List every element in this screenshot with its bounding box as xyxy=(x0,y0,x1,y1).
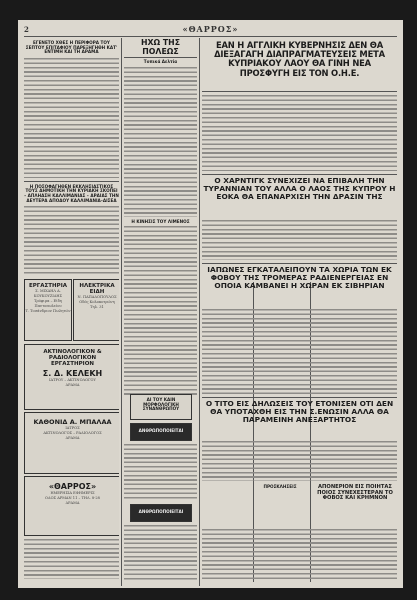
col2-box-3 xyxy=(130,504,192,522)
ad-line: Σ. ΜΙΧΑΗΛ Α. ΚΟΥΚΟΥΖΙΔΗΣ xyxy=(33,289,63,298)
ad-box-2 xyxy=(73,279,119,341)
ad-line: ΔΡΑΜΑ xyxy=(65,383,80,387)
lower-block xyxy=(202,484,397,502)
box-text: ΑΝΘΡΩΠΟΠΟΙΕΙΤΑΙ xyxy=(138,428,184,433)
col2-box-1 xyxy=(130,394,192,420)
ad-box-1 xyxy=(24,279,72,341)
ad-line: ΗΜΕΡΗΣΙΑ ΕΦΗΜΕΡΙΣ xyxy=(50,491,95,495)
ad-line: Τ. Τοσάνδριον Πωλητών xyxy=(25,309,71,313)
col1-headline: ΕΓΕΝΕΤΟ ΧΘΕΣ Η ΠΕΡΙΦΟΡΑ ΤΟΥ ΣΕΠΤΟΥ ΕΠΙΤΑΦΙΟΥ ΠΑΡΕΞΗΓΗΘΗ ΚΑΤ' ΕΝΤΙΜΗ ΚΑΙ ΤΗ ΑΡΑΜΑ xyxy=(25,40,118,55)
col2-box-2 xyxy=(130,423,192,441)
ad-title: ΚΑΘΟΝΙΔ Α. ΜΠΑΛΑΑ xyxy=(33,418,112,426)
ad-line: Τρόφιμα – Είδη Παντοπωλείου xyxy=(34,299,62,308)
story-4-headline: Ο ΤΙΤΟ ΕΙΣ ΔΗΛΩΣΕΙΣ ΤΟΥ ΕΤΟΝΙΣΕΝ ΟΤΙ ΔΕΝ ΘΑ ΥΠΟΤΑΧΘΗ ΕΙΣ ΤΗΝ Σ.ΕΝΩΣΙΝ ΑΛΛΑ ΘΑ ΠΑΡΑΜΕΙΝΗ ΑΝΕΞΑΡΤΗΤΟΣ xyxy=(205,399,394,425)
ad-name: Σ. Δ. ΚΕΛΕΚΗ xyxy=(42,369,103,378)
col2-body-text-2 xyxy=(124,226,197,396)
col2-body-text-3 xyxy=(124,444,197,499)
ad-title: ΑΚΤΙΝΟΛΟΓΙΚΟΝ & ΡΑΔΙΟΛΟΓΙΚΟΝ xyxy=(43,349,102,361)
story-2-body xyxy=(202,220,397,260)
column-rule xyxy=(121,38,122,586)
col2-body-text xyxy=(124,67,197,217)
ad-line: ΑΚΤΙΝΟΛΟΓΟΣ – ΡΑΔΙΟΛΟΓΟΣ xyxy=(43,431,102,435)
ad-line: ΟΔΟΣ ΑΡΜΑΝ 11 – ΤΗΛ. 8-28 xyxy=(45,496,100,500)
col2-subtitle: Τοπικά Δελτία xyxy=(143,59,178,65)
newspaper-page xyxy=(18,20,403,588)
divider xyxy=(202,174,397,175)
col1-body-text-2 xyxy=(24,206,119,276)
ad-line: Τηλ. 31 xyxy=(90,305,104,309)
page-number: 2 xyxy=(24,25,29,34)
ad-title: «ΘΑΡΡΟΣ» xyxy=(48,482,97,491)
divider xyxy=(24,181,119,182)
story-4-body xyxy=(202,441,397,481)
col1-body-text xyxy=(24,58,119,178)
ad-box-4 xyxy=(24,412,119,474)
masthead: «ΘΑΡΡΟΣ» xyxy=(182,24,239,34)
story-2-headline: Ο ΧΑΡΝΤΙΓΚ ΣΥΝΕΧΙΖΕΙ ΝΑ ΕΠΙΒΑΛΗ ΤΗΝ ΤΥΡΑΝΝΙΑΝ ΤΟΥ ΑΛΛΑ Ο ΛΑΟΣ ΤΗΣ ΚΥΠΡΟΥ Η ΕΟΚΑ ΘΑ ΕΠΑΝΑΡΧΙΣΗ ΤΗΝ ΔΡΑΣΙΝ ΤΗΣ xyxy=(203,176,396,202)
ad-line: Ν. ΠΑΠΑΔΟΠΟΥΛΟΣ xyxy=(77,295,117,299)
column-rule xyxy=(199,38,200,586)
ad-line: ΙΑΤΡΟΣ xyxy=(65,426,80,430)
ad-box-5 xyxy=(24,476,119,536)
col2-body-text-4 xyxy=(124,525,197,580)
story-3-headline: ΙΑΠΩΝΕΣ ΕΓΚΑΤΑΛΕΙΠΟΥΝ ΤΑ ΧΩΡΙΑ ΤΩΝ ΕΚ ΦΟΒΟΥ ΤΗΣ ΤΡΟΜΕΡΑΣ ΡΑΔΙΕΝΕΡΓΕΙΑΣ ΕΝ ΟΠΟΙΑ ΚΑΜΒΑΝΕΙ Η ΧΩΡΑΝ ΕΚ ΣΙΒΗΡΙΑΝ xyxy=(207,265,392,291)
col2-title: ΗΧΩ ΤΗΣ ΠΟΛΕΩΣ xyxy=(124,39,197,58)
story-3-body xyxy=(202,309,397,394)
ad-title: ΗΛΕΚΤΡΙΚΑ ΕΙΔΗ xyxy=(79,283,115,295)
col1-headline-2: Η ΠΟΣΟΦΑΓΗΘΕΝ ΕΚΚΛΗΣΙΑΣΤΙΚΟΣ ΤΟΥΣ ΔΗΜΟΤΙΚΗ ΤΗΝ ΚΥΡΙΑΚΗ ΣΚΟΠΕΙ – ΑΠΛΗΑΣΗ ΚΑΛΛΙΜΑΝΙΑΣ – ΑΡΑΙΑΣ ΤΗΝ ΔΕΥΤΕΡΑ ΑΠΟΔΟΥ ΚΑΛΛΙΜΑΝΙΑ–ΔΙΣΕΑ xyxy=(24,183,119,203)
ad-line: ΔΡΑΜΑ xyxy=(65,501,80,505)
column-2 xyxy=(124,39,197,584)
page-header xyxy=(24,24,397,37)
main-body-text xyxy=(202,95,397,171)
ad-title: ΕΡΓΑΣΤΗΡΙΑ xyxy=(29,283,67,289)
divider xyxy=(202,397,397,398)
divider xyxy=(202,263,397,264)
ad-line: ΙΑΤΡΟΥ – ΑΚΤΙΝΟΛΟΓΟΥ xyxy=(49,378,96,382)
story-5-headline: ΑΠΟΝΕΡΙΟΝ ΕΙΣ ΠΟΙΗΤΑΣ ΠΟΙΟΣ ΣΥΝΕΧΕΣΤΕΡΑΝ ΤΟ ΦΟΒΟΣ ΚΑΙ ΚΡΗΜΝΟΝ xyxy=(317,484,393,502)
col1-body-text-3 xyxy=(24,539,119,579)
col2-subtitle-2: Η ΚΙΝΗΣΙΣ ΤΟΥ ΛΙΜΕΝΟΣ xyxy=(131,218,190,224)
box-text: ΑΙ ΤΟΥ ΚΑΙΝ ΜΟΡΦΟΛΟΓΙΚΗ ΣΥΝΑΝΘΡΩΠΟΥ xyxy=(142,397,180,412)
ad-line: ΔΡΑΜΑ xyxy=(65,436,80,440)
box-text: ΑΝΘΡΩΠΟΠΟΙΕΙΤΑΙ xyxy=(138,509,184,514)
column-1 xyxy=(24,39,119,584)
main-headline: ΕΑΝ Η ΑΓΓΛΙΚΗ ΚΥΒΕΡΝΗΣΙΣ ΔΕΝ ΘΑ ΔΙΕΞΑΓΑΓΗ ΔΙΑΠΡΑΓΜΑΤΕΥΣΕΙΣ ΜΕΤΑ ΚΥΠΡΙΑΚΟΥ ΛΑΟΥ ΘΑ ΓΙΝΗ ΝΕΑ ΠΡΟΣΦΥΓΗ ΕΙΣ ΤΟΝ Ο.Η.Ε. xyxy=(202,39,397,92)
story-5-label: ΠΡΟΣΚΛΗΣΕΙΣ xyxy=(263,484,297,489)
ad-title: ΕΡΓΑΣΤΗΡΙΟΝ xyxy=(50,361,95,367)
ad-line: Οδός Κολοκοτρώνη xyxy=(79,300,115,304)
ad-box-3 xyxy=(24,344,119,410)
story-5-body xyxy=(202,529,397,581)
main-area xyxy=(202,39,397,584)
